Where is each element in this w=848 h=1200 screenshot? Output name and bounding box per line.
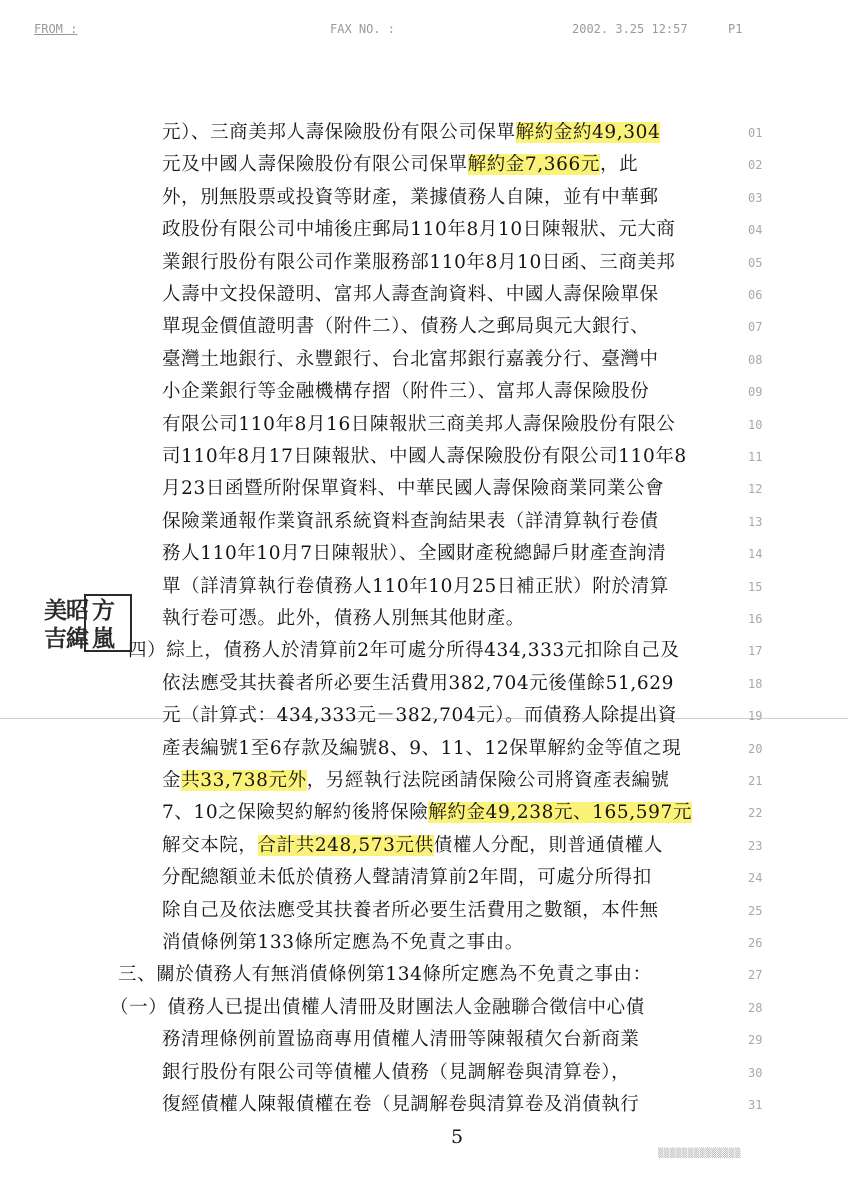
text-segment: 元及中國人壽保險股份有限公司保單: [162, 154, 468, 176]
text-segment: 單（詳清算執行卷債務人110年10月25日補正狀）附於清算: [162, 575, 669, 597]
line-text: [162, 575, 669, 599]
text-line: [0, 797, 848, 829]
line-number: 27: [748, 968, 763, 983]
text-line: [0, 538, 848, 570]
text-segment: 三、關於債務人有無消債條例第134條所定應為不免責之事由：: [118, 964, 652, 986]
text-segment: 7、10之保險契約解約後將保險: [162, 802, 429, 824]
text-segment: 銀行股份有限公司等債權人債務（見調解卷與清算卷），: [162, 1061, 631, 1083]
text-line: [0, 117, 848, 149]
line-text: [162, 477, 664, 501]
text-line: [0, 473, 848, 505]
line-text: [162, 380, 649, 404]
text-line: [0, 733, 848, 765]
text-line: [0, 441, 848, 473]
text-segment: 債權人分配，則普通債權人: [433, 834, 663, 856]
line-text: [162, 186, 659, 210]
line-number: 29: [748, 1033, 763, 1048]
line-text: [162, 315, 649, 339]
text-segment: 金: [162, 770, 182, 791]
line-text: [162, 866, 652, 890]
line-number: 22: [748, 806, 763, 821]
line-number: 05: [748, 255, 763, 270]
text-segment: 臺灣土地銀行、永豐銀行、台北富邦銀行嘉義分行、臺灣中: [162, 348, 659, 370]
line-text: [162, 348, 659, 372]
line-number: 20: [748, 741, 763, 756]
line-number: 14: [748, 547, 763, 562]
line-number: 16: [748, 612, 763, 626]
highlighted-text: 共33,738元外: [181, 770, 307, 791]
text-segment: 元）、三商美邦人壽保險股份有限公司保單: [162, 122, 516, 143]
line-text: [162, 834, 663, 858]
line-number: 07: [748, 320, 763, 335]
line-number: 06: [748, 288, 763, 302]
text-segment: 執行卷可憑。此外，債務人別無其他財產。: [162, 608, 525, 629]
text-line: [0, 376, 848, 408]
text-segment: 務清理條例前置協商專用債權人清冊等陳報積欠台新商業: [162, 1029, 640, 1051]
line-text: [110, 996, 645, 1020]
page-number: 5: [451, 1126, 464, 1148]
text-line: [0, 992, 848, 1024]
line-number: 18: [748, 676, 763, 691]
text-segment: 保險業通報作業資訊系統資料查詢結果表（詳清算執行卷債: [162, 510, 659, 532]
text-line: [0, 247, 848, 279]
text-segment: 小企業銀行等金融機構存摺（附件三）、富邦人壽保險股份: [162, 381, 650, 403]
text-segment: 解交本院，: [162, 834, 258, 856]
text-segment: 產表編號1至6存款及編號8、9、11、12保單解約金等值之現: [162, 737, 682, 759]
line-number: 28: [748, 1000, 763, 1015]
line-number: 30: [748, 1065, 763, 1080]
text-segment: 業銀行股份有限公司作業服務部110年8月10日函、三商美邦: [162, 251, 676, 273]
line-number: 21: [748, 774, 763, 788]
line-text: [162, 899, 659, 923]
line-number: 17: [748, 644, 763, 659]
line-text: [128, 639, 679, 663]
seal-char: 緯: [66, 625, 88, 652]
text-line: [0, 765, 848, 797]
text-line: [0, 1057, 848, 1089]
line-number: 13: [748, 514, 763, 529]
text-segment: 除自己及依法應受其扶養者所必要生活費用之數額，本件無: [162, 899, 659, 921]
text-segment: （一）債務人已提出債權人清冊及財團法人金融聯合徵信中心債: [110, 996, 645, 1018]
line-number: 25: [748, 903, 763, 918]
seal-stamp: [42, 592, 130, 652]
line-number: 09: [748, 385, 763, 400]
text-line: [0, 1089, 848, 1121]
seal-char: 嵐: [92, 625, 114, 652]
text-line: [0, 344, 848, 376]
line-number: 15: [748, 579, 763, 594]
line-number: 10: [748, 417, 763, 432]
line-text: [162, 510, 659, 534]
text-line: [0, 959, 848, 991]
line-text: [162, 121, 660, 145]
text-line: [0, 182, 848, 214]
text-line: [0, 700, 848, 732]
text-segment: 分配總額並未低於債務人聲請清算前2年間，可處分所得扣: [162, 867, 652, 889]
text-line: [0, 1024, 848, 1056]
text-line: [0, 895, 848, 927]
line-text: [162, 218, 676, 242]
fax-from-label: FROM :: [34, 22, 78, 36]
seal-char: 方: [92, 597, 114, 624]
text-segment: 外，別無股票或投資等財產，業據債務人自陳，並有中華郵: [162, 186, 659, 208]
highlighted-text: 解約金49,238元、165,597元: [428, 802, 692, 824]
text-line: [0, 927, 848, 959]
seal-char: 美: [44, 597, 66, 624]
line-text: [162, 931, 524, 955]
line-text: [162, 1028, 640, 1052]
line-number: 02: [748, 158, 763, 173]
text-line: [0, 506, 848, 538]
text-segment: ，此: [599, 154, 639, 176]
highlighted-text: 解約金約49,304: [515, 122, 661, 143]
line-text: [162, 1093, 640, 1117]
fax-header: [0, 22, 848, 44]
line-text: [162, 607, 525, 631]
line-number: 11: [748, 450, 763, 464]
line-number: 26: [748, 936, 763, 950]
line-number: 03: [748, 190, 763, 205]
seal-char: 昭: [66, 597, 88, 624]
line-number: 31: [748, 1098, 763, 1112]
line-text: [162, 672, 674, 696]
document-code: ▒▒▒▒▒▒▒▒▒▒▒▒▒▒: [658, 1149, 741, 1159]
text-segment: 單現金價值證明書（附件二）、債務人之郵局與元大銀行、: [162, 316, 650, 338]
fax-page-indicator: P1: [728, 22, 743, 36]
highlighted-text: 解約金7,366元: [467, 154, 600, 176]
line-number: 04: [748, 223, 763, 238]
text-line: [0, 279, 848, 311]
text-segment: 四）綜上，債務人於清算前2年可處分所得434,333元扣除自己及: [128, 640, 680, 662]
text-line: [0, 214, 848, 246]
fax-datetime: 2002. 3.25 12:57: [572, 22, 688, 36]
line-text: [162, 737, 681, 761]
line-number: 19: [748, 709, 763, 724]
text-segment: 依法應受其扶養者所必要生活費用382,704元後僅餘51,629: [162, 672, 674, 694]
line-text: [162, 153, 638, 177]
seal-char: 吉: [44, 625, 66, 652]
fax-number-label: FAX NO. :: [330, 22, 396, 36]
line-number: 24: [748, 871, 763, 886]
line-text: [162, 1061, 630, 1085]
line-text: [162, 445, 687, 469]
text-segment: 人壽中文投保證明、富邦人壽查詢資料、中國人壽保險單保: [162, 284, 659, 305]
text-segment: 元（計算式：434,333元－382,704元）。而債務人除提出資: [162, 705, 678, 727]
line-text: [162, 801, 692, 825]
text-line: [0, 409, 848, 441]
line-number: 08: [748, 352, 763, 367]
highlighted-text: 合計共248,573元供: [257, 834, 434, 856]
text-segment: 政股份有限公司中埔後庄郵局110年8月10日陳報狀、元大商: [162, 219, 676, 241]
text-segment: 有限公司110年8月16日陳報狀三商美邦人壽保險股份有限公: [162, 413, 676, 435]
line-text: [118, 963, 652, 987]
line-text: [162, 769, 670, 793]
line-number: 01: [748, 126, 763, 140]
line-text: [162, 704, 677, 728]
line-text: [162, 283, 659, 307]
text-line: [0, 668, 848, 700]
line-number: 23: [748, 838, 763, 853]
text-segment: 務人110年10月7日陳報狀）、全國財產稅總歸戶財產查詢清: [162, 543, 667, 565]
text-line: [0, 862, 848, 894]
line-number: 12: [748, 482, 763, 497]
text-segment: ，另經執行法院函請保險公司將資產表編號: [306, 770, 670, 791]
line-text: [162, 413, 676, 437]
text-segment: 復經債權人陳報債權在卷（見調解卷與清算卷及消債執行: [162, 1094, 640, 1115]
line-text: [162, 251, 676, 275]
text-line: [0, 311, 848, 343]
text-line: [0, 149, 848, 181]
text-segment: 消債條例第133條所定應為不免責之事由。: [162, 932, 524, 953]
text-line: [0, 830, 848, 862]
text-segment: 司110年8月17日陳報狀、中國人壽保險股份有限公司110年8: [162, 446, 687, 467]
text-segment: 月23日函暨所附保單資料、中華民國人壽保險商業同業公會: [162, 478, 665, 500]
line-text: [162, 542, 666, 566]
